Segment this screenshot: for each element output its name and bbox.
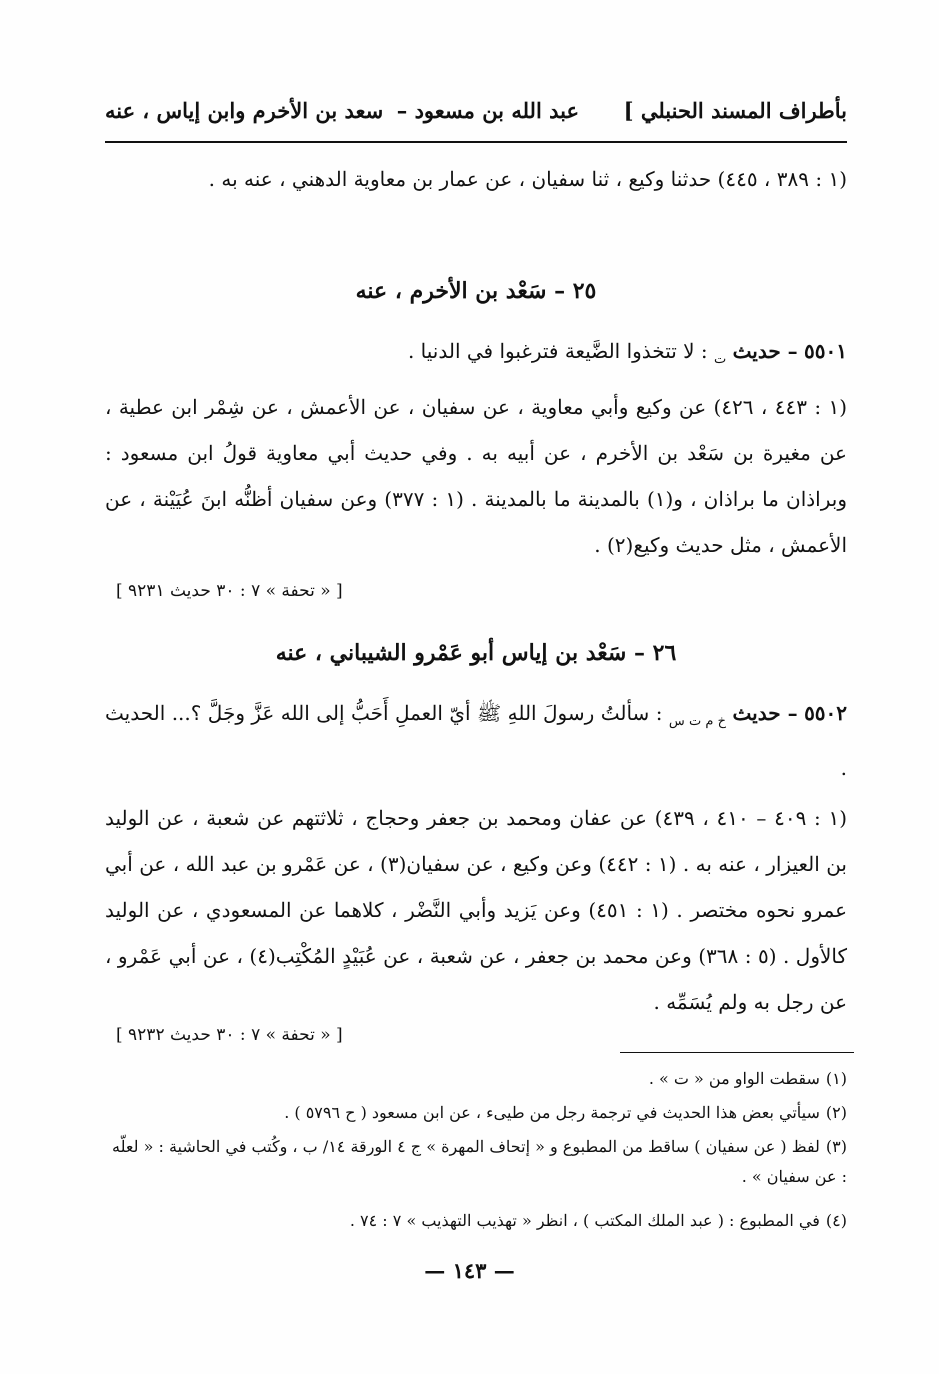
hadith-5502	[105, 690, 847, 791]
tuhfa-reference: [ « تحفة » ٧ : ٣٠ حديث ٩٢٣٢ ]	[116, 1025, 343, 1045]
footnote-rule	[620, 1052, 854, 1053]
isnad-5501: (١ : ٤٤٣ ، ٤٢٦) عن وكيع وأبي معاوية ، عن سفيان ، عن الأعمش ، عن شِمْر ابن عطية ، عن مغيرة بن سَعْد بن الأخرم ، عن أبيه به . وفي حديث أبي معاوية قولُ ابن مسعود : وبراذان ما براذان ، و(١) بالمدينة ما بالمدينة . (١ : ٣٧٧) وعن سفيان أظنُّه ابنَ عُيَيْنة ، عن الأعمش ، مثل حديث وكيع(٢) .	[105, 395, 848, 557]
section-heading-25: ٢٥ – سَعْد بن الأخرم ، عنه	[355, 278, 597, 304]
tuhfa-reference: [ « تحفة » ٧ : ٣٠ حديث ٩٢٣١ ]	[116, 581, 343, 601]
collection-marker: ت	[714, 352, 727, 367]
header-book-title: بأطراف المسند الحنبلي ]	[623, 98, 847, 123]
hadith-label: – حديث	[732, 701, 798, 725]
hadith-label: – حديث	[732, 339, 798, 363]
page-number: — ١٤٣ —	[424, 1258, 515, 1283]
footnote-1: (١)سقطت الواو من « ت » .	[648, 1069, 847, 1088]
isnad-5502: (١ : ٤٠٩ – ٤١٠ ، ٤٣٩) عن عفان ومحمد بن جعفر وحجاج ، ثلاثتهم عن شعبة ، عن الوليد بن العيزار ، عنه به . (١ : ٤٤٢) وعن وكيع ، عن سفيان(٣) ، عن عَمْرو بن عبد الله ، عن أبي عمرو نحوه مختصر . (١ : ٤٥١) وعن يَزيد وأبي النَّضْر ، كلاهما عن المسعودي ، عن الوليد كالأول . (٥ : ٣٦٨) وعن محمد بن جعفر ، عن شعبة ، عن عُبَيْدٍ المُكْتِب(٤) ، عن أبي عَمْرو ، عن رجل به ولم يُسَمِّه .	[105, 806, 848, 1014]
intro-paragraph: (١ : ٣٨٩ ، ٤٤٥) حدثنا وكيع ، ثنا سفيان ، عن عمار بن معاوية الدهني ، عنه به .	[208, 167, 847, 191]
footnote-4: (٤)في المطبوع : ( عبد الملك المكتب ) ، انظر « تهذيب التهذيب » ٧ : ٧٤ .	[349, 1211, 847, 1230]
hadith-text: : سألتُ رسولَ اللهِ ﷺ أيّ العملِ أَحَبُّ إلى الله عَزَّ وجَلَّ ؟... الحديث .	[105, 701, 847, 780]
header-rule	[105, 141, 847, 143]
header-subsection: سعد بن الأخرم وابن إياس ، عنه	[105, 98, 384, 123]
hadith-5501	[105, 328, 847, 383]
hadith-text: : لا تتخذوا الضَّيعة فترغبوا في الدنيا .	[407, 339, 708, 363]
footnote-2: (٢)سيأتي بعض هذا الحديث في ترجمة رجل من طيىء ، عن ابن مسعود ( ح ٥٧٩٦ ) .	[284, 1103, 847, 1122]
section-heading-26: ٢٦ – سَعْد بن إياس أبو عَمْرو الشيباني ، عنه	[275, 640, 677, 666]
collection-marker: خ م ت س	[668, 714, 727, 729]
hadith-number: ٥٥٠١	[804, 339, 847, 363]
footnote-3: (٣)لفظ ( عن سفيان ) ساقط من المطبوع و « إتحاف المهرة » ج ٤ الورقة ١٤/ ب ، وكُتب في الحاشية : « لعلّه : عن سفيان » .	[112, 1137, 847, 1186]
header-section-name: عبد الله بن مسعود –	[396, 98, 579, 123]
hadith-number: ٥٥٠٢	[804, 701, 848, 725]
running-header	[105, 92, 847, 136]
